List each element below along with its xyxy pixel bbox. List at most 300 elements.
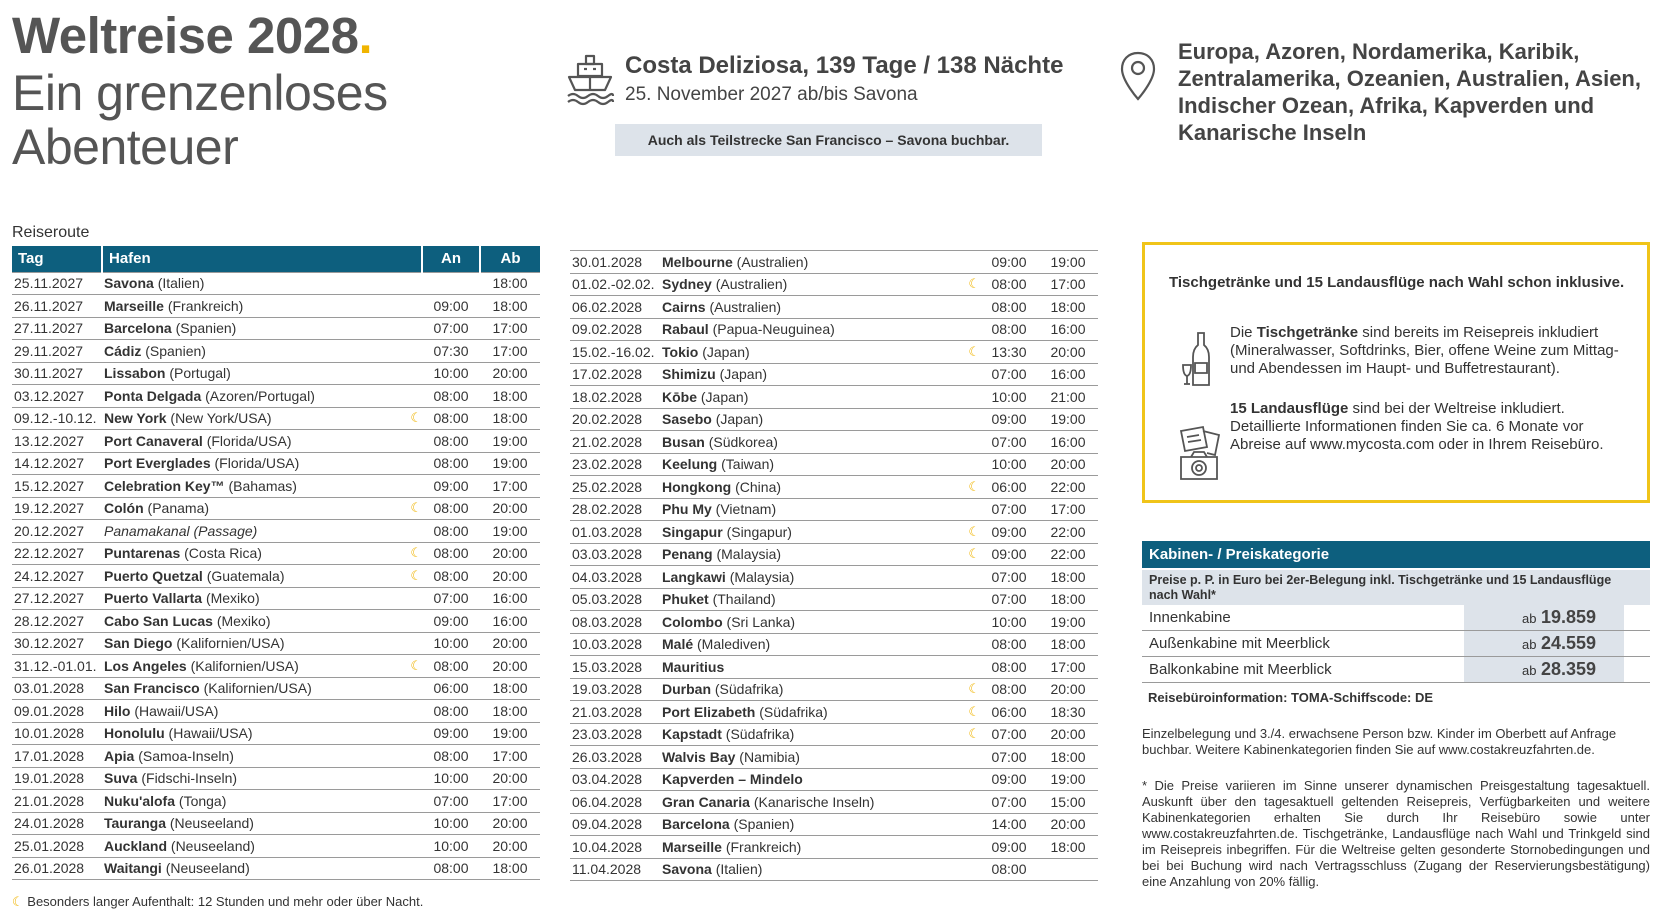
route-row: [570, 566, 1098, 589]
route-departure: 20:00: [1038, 813, 1098, 836]
route-day: 10.04.2028: [570, 836, 660, 859]
route-day: 06.04.2028: [570, 791, 660, 814]
moon-icon: [960, 836, 980, 859]
route-arrival: [422, 272, 480, 295]
moon-icon: ☾: [960, 678, 980, 701]
route-row: [12, 587, 540, 610]
route-row: [12, 430, 540, 453]
route-day: 10.03.2028: [570, 633, 660, 656]
route-day: 19.12.2027: [12, 497, 102, 520]
route-arrival: 06:00: [980, 701, 1038, 724]
route-row: [570, 273, 1098, 296]
route-row: [570, 723, 1098, 746]
route-arrival: 08:00: [422, 857, 480, 880]
route-port: Barcelona (Spanien): [660, 813, 960, 836]
route-port: Cairns (Australien): [660, 296, 960, 319]
route-arrival: 10:00: [422, 812, 480, 835]
route-arrival: 07:00: [980, 791, 1038, 814]
route-departure: 17:00: [1038, 498, 1098, 521]
route-day: 24.01.2028: [12, 812, 102, 835]
route-departure: 18:00: [1038, 633, 1098, 656]
route-port: Sasebo (Japan): [660, 408, 960, 431]
route-port: Port Canaveral (Florida/USA): [102, 430, 402, 453]
route-port: Marseille (Frankreich): [102, 295, 402, 318]
route-port: Panamakanal (Passage): [102, 520, 402, 543]
route-row: [12, 475, 540, 498]
page-title: Weltreise 2028.: [12, 7, 373, 64]
footer-legend: ☾ Besonders langer Aufenthalt: 12 Stunden und mehr oder über Nacht.: [12, 894, 424, 909]
route-row: [570, 588, 1098, 611]
route-port: Gran Canaria (Kanarische Inseln): [660, 791, 960, 814]
route-departure: 16:00: [480, 587, 540, 610]
route-departure: 17:00: [480, 745, 540, 768]
partial-route-banner: Auch als Teilstrecke San Francisco – Savona buchbar.: [615, 124, 1042, 156]
route-table-left: [12, 246, 540, 880]
route-arrival: 08:00: [422, 430, 480, 453]
route-port: New York (New York/USA): [102, 407, 402, 430]
route-row: [570, 408, 1098, 431]
cabin-name: Balkonkabine mit Meerblick: [1149, 661, 1332, 678]
route-arrival: 07:00: [980, 566, 1038, 589]
moon-icon: [402, 520, 422, 543]
route-row: [12, 317, 540, 340]
moon-icon: [402, 745, 422, 768]
cabin-table-header: Kabinen- / Preiskategorie: [1142, 541, 1650, 568]
route-row: [570, 633, 1098, 656]
route-row: [12, 497, 540, 520]
dynamic-pricing-note: * Die Preise variieren im Sinne unserer dynamischen Preisgestaltung tagesaktuell. Auskunft über den tagesaktuell geltenden Reisepreis, Verfügbarkeiten und weitere Kabinenkategorien erhalten Sie durch Ihr Reisebüro sowie unter www.costakreuzfahrten.de. Tischgetränke, Landausflüge nach Wahl und Trinkgeld sind im Reisepreis inbegriffen. Für die Weltreise gelten gesonderte Stornobedingungen und bei bei Buchung wird nach Vertragsschluss (Zugang der Reservierungsbestätigung) eine Anzahlung von 20% fällig.: [1142, 778, 1650, 889]
route-row: [12, 520, 540, 543]
route-arrival: 09:00: [422, 295, 480, 318]
moon-icon: ☾: [960, 341, 980, 364]
moon-icon: [402, 812, 422, 835]
route-day: 03.04.2028: [570, 768, 660, 791]
excursion-camera-icon: [1173, 425, 1225, 481]
route-port: Tauranga (Neuseeland): [102, 812, 402, 835]
col-header-port: Hafen: [102, 246, 422, 272]
route-day: 30.12.2027: [12, 632, 102, 655]
route-arrival: 10:00: [980, 611, 1038, 634]
route-label: Reiseroute: [12, 224, 90, 241]
route-port: Melbourne (Australien): [660, 251, 960, 274]
route-departure: 18:00: [1038, 296, 1098, 319]
col-header-day: Tag: [12, 246, 102, 272]
route-arrival: 08:00: [980, 318, 1038, 341]
route-port: Nuku'alofa (Tonga): [102, 790, 402, 813]
route-port: Puerto Vallarta (Mexiko): [102, 587, 402, 610]
route-departure: 17:00: [480, 317, 540, 340]
route-arrival: 08:00: [980, 633, 1038, 656]
route-row: [570, 251, 1098, 274]
moon-icon: [402, 857, 422, 880]
moon-icon: [402, 295, 422, 318]
cabin-row: [1142, 631, 1650, 657]
route-day: 09.02.2028: [570, 318, 660, 341]
cabin-table-subheader: Preise p. P. in Euro bei 2er-Belegung inkl. Tischgetränke und 15 Landausflüge nach Wahl*: [1142, 570, 1650, 605]
route-day: 20.12.2027: [12, 520, 102, 543]
route-row: [570, 386, 1098, 409]
inclusive-headline: Tischgetränke und 15 Landausflüge nach Wahl schon inklusive.: [1169, 274, 1625, 291]
route-day: 24.12.2027: [12, 565, 102, 588]
route-port: Hongkong (China): [660, 476, 960, 499]
route-day: 08.03.2028: [570, 611, 660, 634]
route-row: [12, 565, 540, 588]
route-arrival: 09:00: [980, 408, 1038, 431]
route-row: [12, 295, 540, 318]
moon-icon: [960, 588, 980, 611]
route-departure: [1038, 858, 1098, 881]
page-subtitle-line2: Abenteuer: [12, 119, 239, 175]
route-day: 18.02.2028: [570, 386, 660, 409]
route-port: Kapstadt (Südafrika): [660, 723, 960, 746]
route-row: [12, 722, 540, 745]
route-departure: 18:00: [480, 385, 540, 408]
route-departure: 20:00: [1038, 723, 1098, 746]
route-day: 15.03.2028: [570, 656, 660, 679]
route-departure: 20:00: [480, 835, 540, 858]
route-arrival: 07:00: [980, 498, 1038, 521]
route-port: Penang (Malaysia): [660, 543, 960, 566]
cabin-row: [1142, 657, 1650, 683]
route-departure: 20:00: [1038, 678, 1098, 701]
route-row: [570, 836, 1098, 859]
route-port: Savona (Italien): [102, 272, 402, 295]
cabin-name: Innenkabine: [1149, 609, 1231, 626]
route-port: Tokio (Japan): [660, 341, 960, 364]
route-row: [570, 858, 1098, 881]
route-day: 01.03.2028: [570, 521, 660, 544]
route-departure: 18:30: [1038, 701, 1098, 724]
route-port: Shimizu (Japan): [660, 363, 960, 386]
route-row: [12, 452, 540, 475]
route-port: Colombo (Sri Lanka): [660, 611, 960, 634]
route-port: Barcelona (Spanien): [102, 317, 402, 340]
inclusive-info-box: [1142, 242, 1650, 503]
moon-icon: [402, 452, 422, 475]
route-day: 21.03.2028: [570, 701, 660, 724]
route-departure: 20:00: [480, 767, 540, 790]
route-day: 15.02.-16.02.: [570, 341, 660, 364]
moon-icon: ☾: [12, 894, 24, 909]
route-row: [12, 632, 540, 655]
route-arrival: 09:00: [980, 251, 1038, 274]
route-port: Los Angeles (Kalifornien/USA): [102, 655, 402, 678]
route-day: 06.02.2028: [570, 296, 660, 319]
route-row: [12, 812, 540, 835]
moon-icon: [402, 835, 422, 858]
route-port: Singapur (Singapur): [660, 521, 960, 544]
route-day: 09.04.2028: [570, 813, 660, 836]
route-day: 28.02.2028: [570, 498, 660, 521]
route-row: [570, 701, 1098, 724]
route-day: 29.11.2027: [12, 340, 102, 363]
moon-icon: [960, 318, 980, 341]
moon-icon: [960, 768, 980, 791]
route-row: [12, 610, 540, 633]
route-departure: 18:00: [480, 700, 540, 723]
route-day: 13.12.2027: [12, 430, 102, 453]
route-departure: 18:00: [1038, 836, 1098, 859]
route-departure: 20:00: [1038, 341, 1098, 364]
route-arrival: 07:00: [422, 317, 480, 340]
moon-icon: [960, 498, 980, 521]
route-port: Langkawi (Malaysia): [660, 566, 960, 589]
route-port: Cabo San Lucas (Mexiko): [102, 610, 402, 633]
route-departure: 20:00: [480, 632, 540, 655]
route-arrival: 10:00: [422, 767, 480, 790]
moon-icon: [402, 340, 422, 363]
moon-icon: [960, 296, 980, 319]
route-arrival: 10:00: [422, 632, 480, 655]
moon-icon: [960, 386, 980, 409]
route-row: [570, 521, 1098, 544]
route-row: [570, 768, 1098, 791]
route-arrival: 08:00: [980, 273, 1038, 296]
route-departure: 17:00: [1038, 656, 1098, 679]
route-port: Suva (Fidschi-Inseln): [102, 767, 402, 790]
route-arrival: 09:00: [422, 610, 480, 633]
route-day: 25.02.2028: [570, 476, 660, 499]
route-port: Auckland (Neuseeland): [102, 835, 402, 858]
route-departure: 20:00: [480, 542, 540, 565]
route-departure: 18:00: [1038, 746, 1098, 769]
moon-icon: [402, 587, 422, 610]
moon-icon: [402, 430, 422, 453]
route-day: 22.12.2027: [12, 542, 102, 565]
moon-icon: [402, 362, 422, 385]
route-row: [12, 542, 540, 565]
cabin-name: Außenkabine mit Meerblick: [1149, 635, 1330, 652]
route-arrival: 10:00: [422, 835, 480, 858]
route-port: Savona (Italien): [660, 858, 960, 881]
route-row: [570, 318, 1098, 341]
route-departure: 18:00: [480, 407, 540, 430]
route-row: [570, 296, 1098, 319]
route-departure: 18:00: [480, 295, 540, 318]
route-port: San Francisco (Kalifornien/USA): [102, 677, 402, 700]
moon-icon: [402, 722, 422, 745]
route-arrival: 13:30: [980, 341, 1038, 364]
moon-icon: ☾: [960, 701, 980, 724]
route-arrival: 09:00: [980, 543, 1038, 566]
moon-icon: ☾: [960, 476, 980, 499]
route-row: [12, 835, 540, 858]
route-row: [12, 340, 540, 363]
cabin-price: ab 19.859: [1464, 605, 1624, 630]
route-day: 05.03.2028: [570, 588, 660, 611]
route-departure: 22:00: [1038, 543, 1098, 566]
route-departure: 19:00: [480, 520, 540, 543]
route-table-right: [570, 250, 1098, 881]
route-arrival: 09:00: [422, 722, 480, 745]
route-row: [570, 341, 1098, 364]
route-day: 21.01.2028: [12, 790, 102, 813]
route-port: Phu My (Vietnam): [660, 498, 960, 521]
moon-icon: [402, 475, 422, 498]
route-row: [12, 272, 540, 295]
moon-icon: [960, 656, 980, 679]
route-row: [570, 813, 1098, 836]
location-pin-icon: [1118, 50, 1158, 102]
route-day: 09.01.2028: [12, 700, 102, 723]
route-arrival: 08:00: [980, 656, 1038, 679]
moon-icon: [402, 632, 422, 655]
route-departure: 18:00: [480, 677, 540, 700]
route-arrival: 07:00: [980, 363, 1038, 386]
route-day: 27.11.2027: [12, 317, 102, 340]
moon-icon: ☾: [402, 655, 422, 678]
route-day: 25.01.2028: [12, 835, 102, 858]
route-row: [12, 655, 540, 678]
route-row: [12, 677, 540, 700]
single-occupancy-note: Einzelbelegung und 3./4. erwachsene Person bzw. Kinder im Oberbett auf Anfrage buchbar. Weitere Kabinenkategorien finden Sie auf www.costakreuzfahrten.de.: [1142, 726, 1617, 757]
route-day: 23.02.2028: [570, 453, 660, 476]
route-row: [12, 745, 540, 768]
route-arrival: 08:00: [422, 452, 480, 475]
route-arrival: 10:00: [980, 453, 1038, 476]
route-arrival: 08:00: [422, 700, 480, 723]
route-row: [570, 498, 1098, 521]
route-port: Walvis Bay (Namibia): [660, 746, 960, 769]
route-arrival: 07:00: [422, 790, 480, 813]
moon-icon: [960, 363, 980, 386]
route-port: Phuket (Thailand): [660, 588, 960, 611]
route-arrival: 09:00: [980, 521, 1038, 544]
route-day: 19.03.2028: [570, 678, 660, 701]
route-arrival: 06:00: [422, 677, 480, 700]
route-row: [570, 791, 1098, 814]
route-port: Kapverden – Mindelo: [660, 768, 960, 791]
route-port: Keelung (Taiwan): [660, 453, 960, 476]
moon-icon: [402, 677, 422, 700]
moon-icon: [402, 610, 422, 633]
route-departure: 17:00: [480, 340, 540, 363]
route-day: 03.12.2027: [12, 385, 102, 408]
ship-name: Costa Deliziosa, 139 Tage / 138 Nächte: [625, 52, 1064, 79]
route-port: Busan (Südkorea): [660, 431, 960, 454]
moon-icon: [960, 813, 980, 836]
route-port: Mauritius: [660, 656, 960, 679]
wine-bottle-icon: [1181, 329, 1221, 389]
route-row: [12, 385, 540, 408]
moon-icon: [960, 791, 980, 814]
moon-icon: [960, 251, 980, 274]
route-port: Puntarenas (Costa Rica): [102, 542, 402, 565]
col-header-departure: Ab: [480, 246, 540, 272]
moon-icon: [960, 858, 980, 881]
route-row: [570, 611, 1098, 634]
route-row: [12, 407, 540, 430]
moon-icon: [960, 746, 980, 769]
ship-info: [625, 52, 1063, 106]
route-port: Sydney (Australien): [660, 273, 960, 296]
route-port: Durban (Südafrika): [660, 678, 960, 701]
moon-icon: ☾: [960, 543, 980, 566]
moon-icon: [960, 408, 980, 431]
route-day: 31.12.-01.01.: [12, 655, 102, 678]
moon-icon: ☾: [960, 723, 980, 746]
route-departure: 20:00: [480, 497, 540, 520]
moon-icon: [960, 453, 980, 476]
route-departure: 22:00: [1038, 476, 1098, 499]
route-arrival: 07:00: [980, 431, 1038, 454]
route-departure: 18:00: [1038, 588, 1098, 611]
route-departure: 18:00: [1038, 566, 1098, 589]
route-departure: 19:00: [1038, 768, 1098, 791]
route-departure: 20:00: [480, 362, 540, 385]
route-day: 30.11.2027: [12, 362, 102, 385]
route-day: 27.12.2027: [12, 587, 102, 610]
route-departure: 16:00: [480, 610, 540, 633]
toma-code: Reisebüroinformation: TOMA-Schiffscode: DE: [1148, 690, 1434, 705]
route-day: 09.12.-10.12.: [12, 407, 102, 430]
route-day: 20.02.2028: [570, 408, 660, 431]
col-header-arrival: An: [422, 246, 480, 272]
cabin-price: ab 28.359: [1464, 657, 1624, 682]
route-port: Apia (Samoa-Inseln): [102, 745, 402, 768]
route-day: 19.01.2028: [12, 767, 102, 790]
route-departure: 16:00: [1038, 363, 1098, 386]
route-day: 17.02.2028: [570, 363, 660, 386]
moon-icon: ☾: [402, 542, 422, 565]
route-row: [12, 767, 540, 790]
route-departure: 16:00: [1038, 318, 1098, 341]
route-arrival: 08:00: [422, 542, 480, 565]
route-arrival: 08:00: [422, 520, 480, 543]
route-day: 26.01.2028: [12, 857, 102, 880]
route-departure: 19:00: [1038, 408, 1098, 431]
route-day: 30.01.2028: [570, 251, 660, 274]
route-departure: 21:00: [1038, 386, 1098, 409]
route-departure: 17:00: [480, 790, 540, 813]
route-day: 04.03.2028: [570, 566, 660, 589]
route-departure: 18:00: [480, 857, 540, 880]
route-day: 25.11.2027: [12, 272, 102, 295]
route-row: [570, 543, 1098, 566]
route-port: Marseille (Frankreich): [660, 836, 960, 859]
moon-icon: [402, 790, 422, 813]
route-day: 15.12.2027: [12, 475, 102, 498]
route-arrival: 07:30: [422, 340, 480, 363]
route-day: 28.12.2027: [12, 610, 102, 633]
route-port: Port Elizabeth (Südafrika): [660, 701, 960, 724]
route-arrival: 08:00: [422, 655, 480, 678]
route-departure: 20:00: [480, 655, 540, 678]
route-departure: 20:00: [480, 812, 540, 835]
route-departure: 19:00: [1038, 251, 1098, 274]
route-row: [570, 746, 1098, 769]
route-row: [570, 678, 1098, 701]
route-arrival: 07:00: [980, 588, 1038, 611]
route-row: [570, 453, 1098, 476]
route-arrival: 08:00: [980, 858, 1038, 881]
route-row: [570, 363, 1098, 386]
route-day: 26.03.2028: [570, 746, 660, 769]
route-arrival: 14:00: [980, 813, 1038, 836]
moon-icon: ☾: [960, 273, 980, 296]
route-port: Celebration Key™ (Bahamas): [102, 475, 402, 498]
route-departure: 22:00: [1038, 521, 1098, 544]
route-port: San Diego (Kalifornien/USA): [102, 632, 402, 655]
route-arrival: 08:00: [422, 407, 480, 430]
moon-icon: [960, 431, 980, 454]
route-row: [570, 656, 1098, 679]
route-day: 26.11.2027: [12, 295, 102, 318]
route-day: 01.02.-02.02.: [570, 273, 660, 296]
moon-icon: ☾: [402, 407, 422, 430]
drinks-text: Die Tischgetränke sind bereits im Reisepreis inkludiert (Mineralwasser, Softdrinks, Bier, offene Weine zum Mittag- und Abendessen im Haupt- und Buffetrestaurant).: [1230, 324, 1619, 377]
route-port: Ponta Delgada (Azoren/Portugal): [102, 385, 402, 408]
